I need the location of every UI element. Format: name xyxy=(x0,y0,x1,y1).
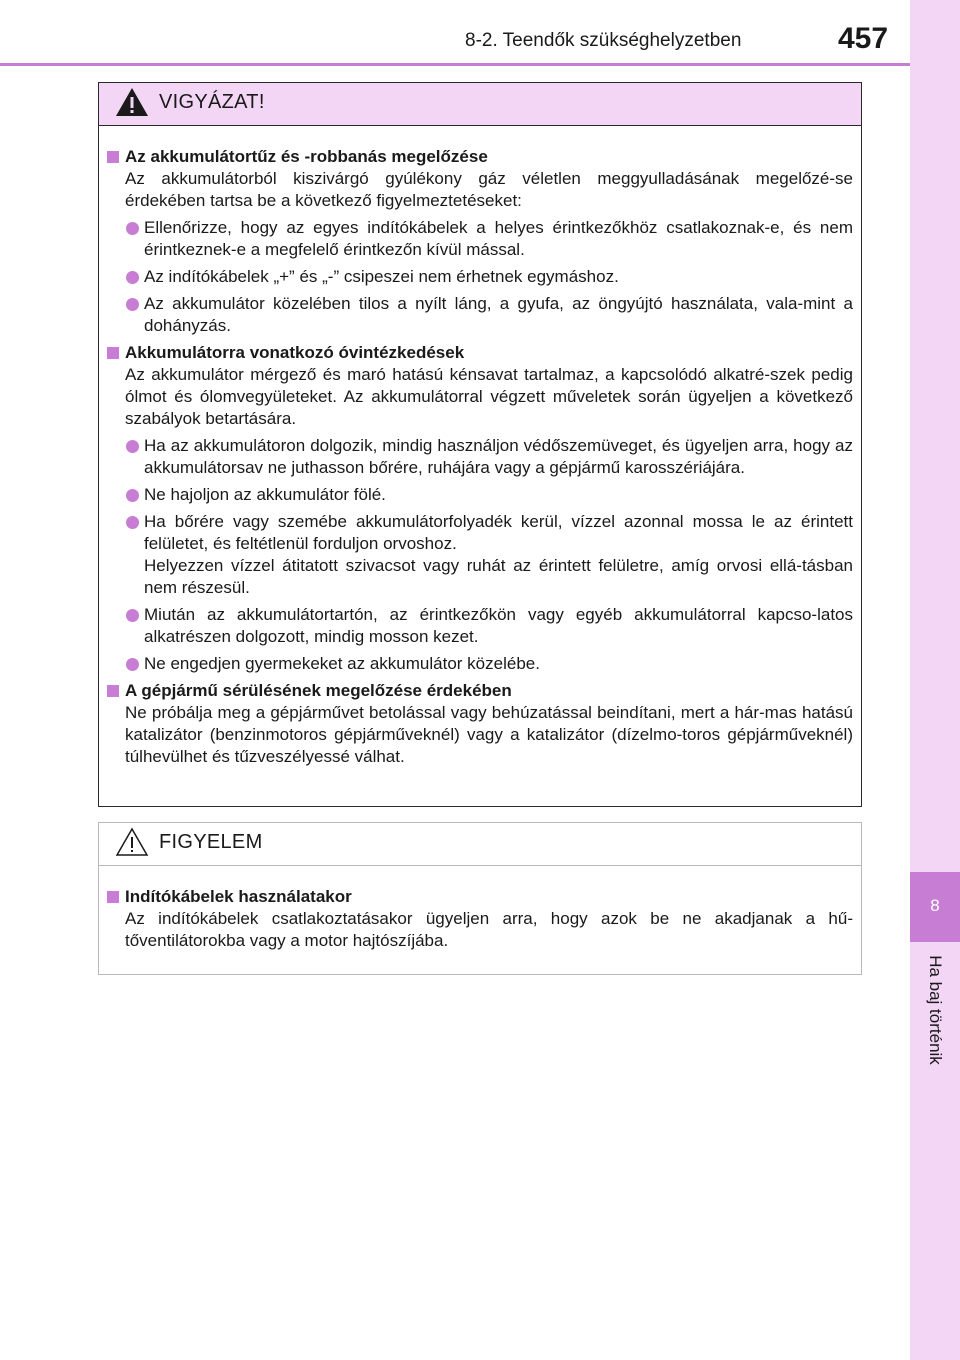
bullet-item: Miután az akkumulátortartón, az érintkezőkön vagy egyéb akkumulátorral kapcso-latos alkatrészen dolgozott, mindig mosson kezet. xyxy=(107,604,853,648)
square-bullet-icon xyxy=(107,347,119,359)
notice-content xyxy=(99,866,861,952)
section-heading: Indítókábelek használatakor xyxy=(107,886,853,908)
round-bullet-icon xyxy=(126,609,139,622)
bullet-item: Ne hajoljon az akkumulátor fölé. xyxy=(107,484,853,506)
chapter-label: Ha baj történik xyxy=(926,955,945,1065)
round-bullet-icon xyxy=(126,658,139,671)
round-bullet-icon xyxy=(126,516,139,529)
section-heading: Az akkumulátortűz és -robbanás megelőzése xyxy=(107,146,853,168)
round-bullet-icon xyxy=(126,440,139,453)
bullet-item: Az akkumulátor közelében tilos a nyílt láng, a gyufa, az öngyújtó használata, vala-mint a dohányzás. xyxy=(107,293,853,337)
round-bullet-icon xyxy=(126,298,139,311)
notice-box xyxy=(98,822,862,975)
warning-content xyxy=(99,126,861,768)
section-text: Az indítókábelek csatlakoztatásakor ügyeljen arra, hogy azok be ne akadjanak a hű-tőventilátorokba vagy a motor hajtószíjába. xyxy=(125,909,853,950)
warning-box xyxy=(98,82,862,807)
notice-title: FIGYELEM xyxy=(159,831,263,853)
section-heading: Akkumulátorra vonatkozó óvintézkedések xyxy=(107,342,853,364)
bullet-item: Ne engedjen gyermekeket az akkumulátor közelébe. xyxy=(107,653,853,675)
bullet-item: Ellenőrizze, hogy az egyes indítókábelek a helyes érintkezőkhöz csatlakoznak-e, és nem érintkeznek-e a megfelelő érintkezőn kívül mással. xyxy=(107,217,853,261)
round-bullet-icon xyxy=(126,222,139,235)
round-bullet-icon xyxy=(126,489,139,502)
warning-title: VIGYÁZAT! xyxy=(159,91,265,113)
chapter-number: 8 xyxy=(930,896,940,915)
round-bullet-icon xyxy=(126,271,139,284)
header-rule xyxy=(0,63,910,66)
square-bullet-icon xyxy=(107,151,119,163)
section-text: Ne próbálja meg a gépjárművet betolással vagy behúzatással beindítani, mert a hár-mas hatású katalizátor (benzinmotoros gépjárműveknél) vagy a katalizátor (dízelmo-toros gépjárműveknél) túlhevülhet és tűzveszélyessé válhat. xyxy=(125,703,853,766)
bullet-item: Ha bőrére vagy szemébe akkumulátorfolyadék kerül, vízzel azonnal mossa le az érintett felületet, és feltétlenül forduljon orvoshoz. Helyezzen vízzel átitatott szivacsot vagy ruhát az érintett felületre, amíg orvosi ellá-tásban nem részesül. xyxy=(107,511,853,599)
section-title: 8-2. Teendők szükséghelyzetben xyxy=(465,30,742,51)
section-text: Az akkumulátorból kiszivárgó gyúlékony gáz véletlen meggyulladásának megelőzé-se érdekében tartsa be a következő figyelmeztetéseket: xyxy=(125,169,853,210)
bullet-item: Ha az akkumulátoron dolgozik, mindig használjon védőszemüveget, és ügyeljen arra, hogy az akkumulátorsav ne juthasson bőrére, ruhájára vagy a gépjármű karosszériájára. xyxy=(107,435,853,479)
bullet-item: Az indítókábelek „+” és „-” csipeszei nem érhetnek egymáshoz. xyxy=(107,266,853,288)
warning-box-header xyxy=(99,83,861,126)
chapter-side-tab xyxy=(910,0,960,1360)
square-bullet-icon xyxy=(107,891,119,903)
warning-triangle-filled-icon xyxy=(115,87,149,117)
square-bullet-icon xyxy=(107,685,119,697)
warning-triangle-outline-icon xyxy=(115,827,149,857)
notice-box-header xyxy=(99,823,861,866)
section-heading: A gépjármű sérülésének megelőzése érdekében xyxy=(107,680,853,702)
section-text: Az akkumulátor mérgező és maró hatású kénsavat tartalmaz, a kapcsolódó alkatré-szek pedig ólmot és ólomvegyületeket. Az akkumulátorral végzett műveletek során ügyeljen a következő szabályok betartására. xyxy=(125,365,853,428)
page-number: 457 xyxy=(838,22,889,55)
